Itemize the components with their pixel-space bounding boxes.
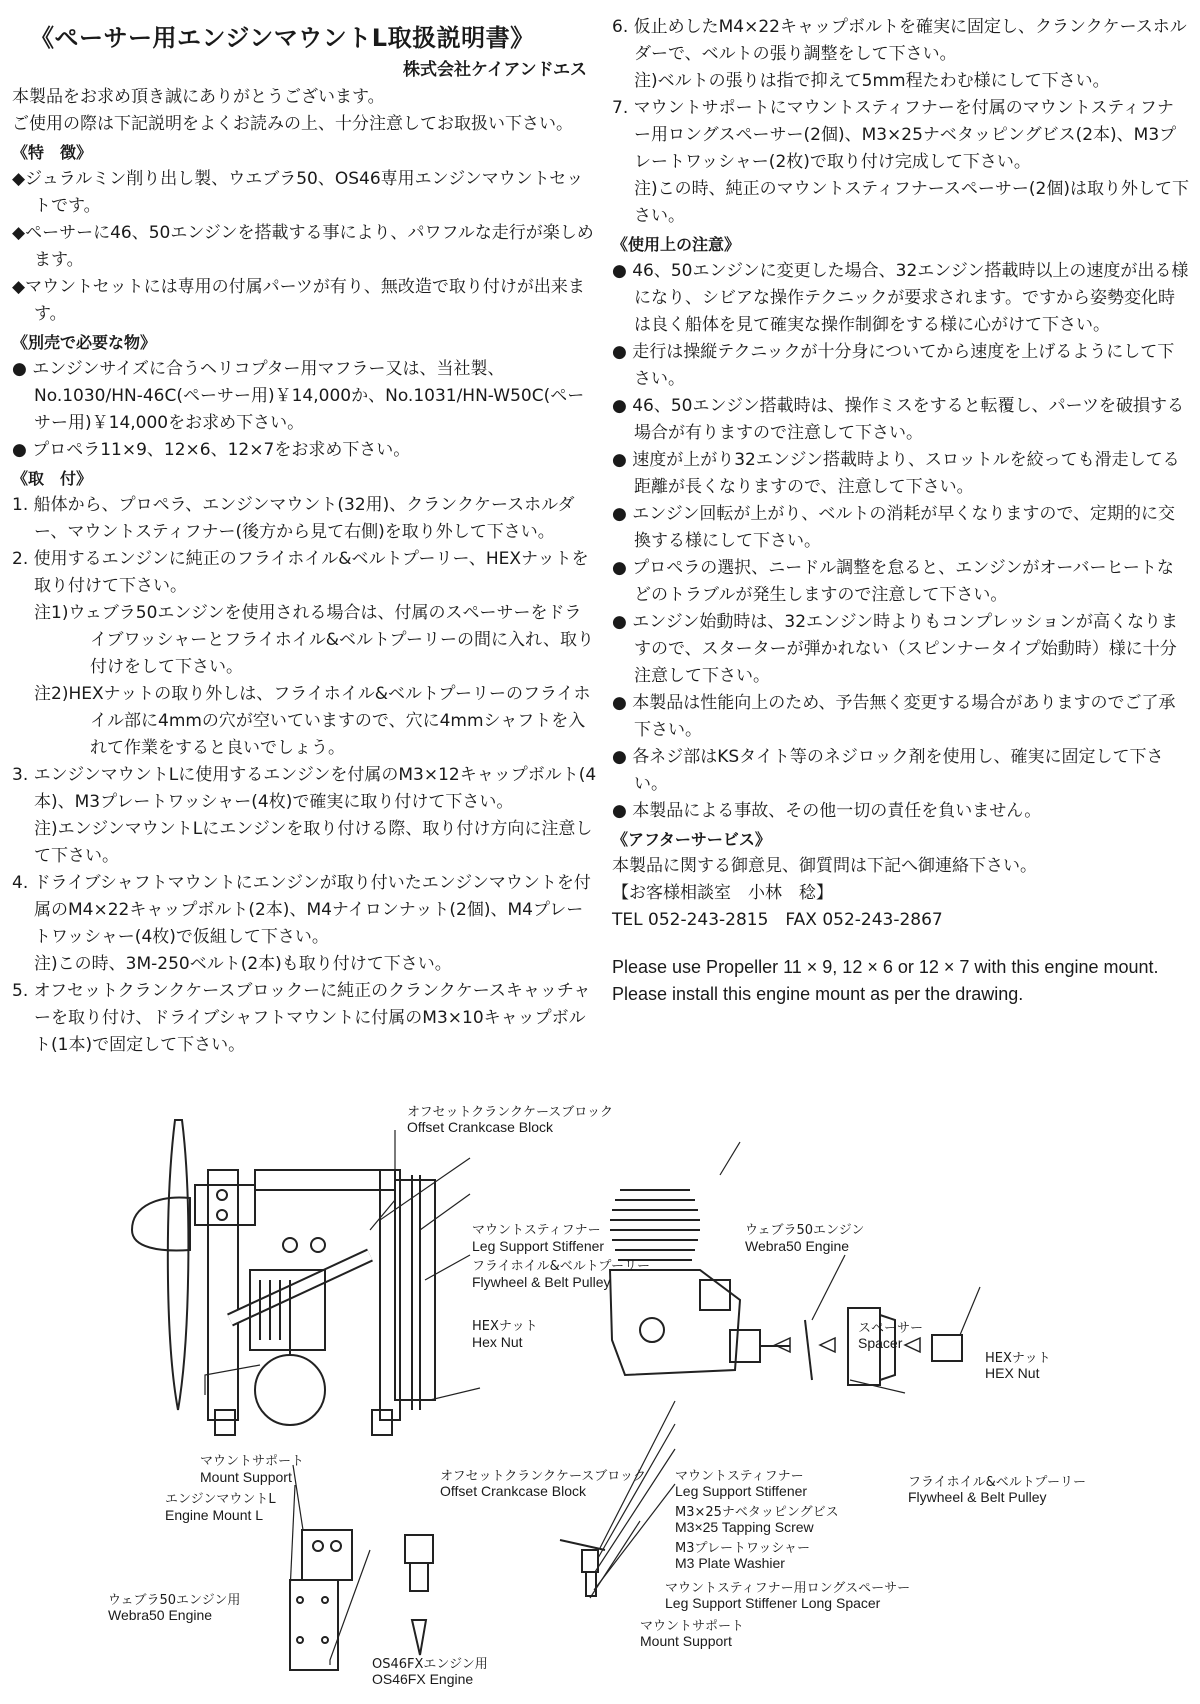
caution-item: ● 走行は操縦テクニックが十分身についてから速度を上げるようにして下さい。 bbox=[612, 342, 1175, 389]
label-hexnut-jp: HEXナット bbox=[472, 1319, 538, 1334]
left-column bbox=[12, 14, 597, 1059]
label-hexnut2-en: HEX Nut bbox=[985, 1365, 1040, 1381]
label-hexnut-en: Hex Nut bbox=[472, 1334, 523, 1350]
label-mount-support2-jp: マウントサポート bbox=[640, 1619, 745, 1634]
company-name: 株式会社ケイアンドエス bbox=[403, 60, 587, 80]
after-service-contact: 【お客様相談室 小林 稔】 bbox=[612, 883, 833, 903]
feature-item: ◆ペーサーに46、50エンジンを搭載する事により、パワフルな走行が楽しめます。 bbox=[12, 223, 594, 270]
mount-frame-drawing bbox=[195, 1170, 435, 1435]
required-heading: 《別売で必要な物》 bbox=[12, 333, 157, 352]
label-stiffener2-en: Leg Support Stiffener bbox=[675, 1483, 808, 1499]
label-offset-block2-en: Offset Crankcase Block bbox=[440, 1483, 587, 1499]
install-step-2-note-1: 注1)ウェブラ50エンジンを使用される場合は、付属のスペーサーをドライブワッシャーとフライホイル&ベルトプーリーの間に入れ、取り付けをして下さい。 bbox=[34, 603, 595, 677]
english-note-2: Please install this engine mount as per the drawing. bbox=[612, 984, 1024, 1004]
label-stiffener-jp: マウントスティフナー bbox=[472, 1223, 601, 1238]
label-spacer-jp: スペーサー bbox=[858, 1321, 924, 1336]
label-stiffener-en: Leg Support Stiffener bbox=[472, 1238, 605, 1254]
install-step-3: 3. エンジンマウントLに使用するエンジンを付属のM3×12キャップボルト(4本)、M3プレートワッシャー(4枚)で確実に取り付けて下さい。 bbox=[12, 765, 597, 812]
label-hexnut2-jp: HEXナット bbox=[985, 1351, 1051, 1366]
install-step-4-note: 注)この時、3M-250ベルト(2本)も取り付けて下さい。 bbox=[34, 954, 452, 974]
engine-mount-l-drawing bbox=[290, 1530, 352, 1670]
webra-engine-drawing bbox=[610, 1190, 962, 1385]
install-step-7: 7. マウントサポートにマウントスティフナーを付属のマウントスティフナー用ロングスペーサー(2個)、M3×25ナベタッピングビス(2本)、M3プレートワッシャー(2枚)で取り付け完成して下さい。 bbox=[612, 98, 1177, 172]
label-os-mount-en: OS46FX Engine bbox=[372, 1671, 474, 1687]
caution-item: ● エンジン回転が上がり、ベルトの消耗が早くなりますので、定期的に交換する様にして下さい。 bbox=[612, 504, 1176, 551]
required-item: ● エンジンサイズに合うヘリコプター用マフラー又は、当社製、No.1030/HN-46C(ペーサー用)￥14,000か、No.1031/HN-W50C(ペーサー用)￥14,000をお求め下さい。 bbox=[12, 359, 585, 433]
label-mount-support-jp: マウントサポート bbox=[200, 1454, 305, 1469]
label-tapping-jp: M3×25ナベタッピングビス bbox=[675, 1505, 839, 1520]
feature-item: ◆ジュラルミン削り出し製、ウエブラ50、OS46専用エンジンマウントセットです。 bbox=[12, 169, 584, 216]
features-heading: 《特 徴》 bbox=[12, 143, 93, 162]
assembly-diagram bbox=[0, 1080, 1200, 1704]
label-webra-jp: ウェブラ50エンジン bbox=[745, 1223, 865, 1238]
install-step-7-note: 注)この時、純正のマウントスティフナースペーサー(2個)は取り外して下さい。 bbox=[634, 179, 1189, 226]
label-webra-mount-en: Webra50 Engine bbox=[108, 1607, 213, 1623]
caution-heading: 《使用上の注意》 bbox=[612, 235, 741, 254]
caution-item: ● 46、50エンジン搭載時は、操作ミスをすると転覆し、パーツを破損する場合が有りますので注意して下さい。 bbox=[612, 396, 1184, 443]
caution-item: ● 本製品による事故、その他一切の責任を負いません。 bbox=[612, 801, 1042, 821]
caution-item: ● エンジン始動時は、32エンジン時よりもコンプレッションが高くなりますので、スターターが弾かれない（スピンナータイプ始動時）様に十分注意して下さい。 bbox=[612, 612, 1178, 686]
required-item: ● プロペラ11×9、12×6、12×7をお求め下さい。 bbox=[12, 440, 411, 460]
feature-item: ◆マウントセットには専用の付属パーツが有り、無改造で取り付けが出来ます。 bbox=[12, 277, 585, 324]
label-flywheel2-en: Flywheel & Belt Pulley bbox=[908, 1489, 1047, 1505]
label-flywheel2-jp: フライホイル&ベルトプーリー bbox=[908, 1475, 1086, 1490]
after-service-heading: 《アフターサービス》 bbox=[612, 830, 771, 849]
offset-block-drawing bbox=[405, 1535, 433, 1655]
right-column bbox=[612, 14, 1190, 1008]
label-tapping-en: M3×25 Tapping Screw bbox=[675, 1519, 814, 1535]
caution-item: ● 速度が上がり32エンジン搭載時より、スロットルを絞っても滑走してる距離が長くなりますので、注意して下さい。 bbox=[612, 450, 1180, 497]
install-heading: 《取 付》 bbox=[12, 469, 93, 488]
propeller-drawing bbox=[132, 1120, 190, 1410]
install-step-1: 1. 船体から、プロペラ、エンジンマウント(32用)、クランクケースホルダー、マウントスティフナー(後方から見て右側)を取り外して下さい。 bbox=[12, 495, 575, 542]
caution-item: ● 46、50エンジンに変更した場合、32エンジン搭載時以上の速度が出る様になり、シビアな操作テクニックが要求されます。ですから姿勢変化時は良く船体を見て確実な操作制御をする様に心がけて下さい。 bbox=[612, 261, 1189, 335]
install-step-3-note: 注)エンジンマウントLにエンジンを取り付ける際、取り付け方向に注意して下さい。 bbox=[34, 819, 593, 866]
install-step-2-note-2: 注2)HEXナットの取り外しは、フライホイル&ベルトプーリーのフライホイル部に4mmの穴が空いていますので、穴に4mmシャフトを入れて作業をすると良いでしょう。 bbox=[34, 684, 591, 758]
document-title: 《ペーサー用エンジンマウントL取扱説明書》 bbox=[30, 24, 535, 52]
label-webra-mount-jp: ウェブラ50エンジン用 bbox=[108, 1593, 241, 1608]
caution-item: ● 各ネジ部はKSタイト等のネジロック剤を使用し、確実に固定して下さい。 bbox=[612, 747, 1164, 794]
label-flywheel-en: Flywheel & Belt Pulley bbox=[472, 1274, 611, 1290]
after-service-phone: TEL 052-243-2815 FAX 052-243-2867 bbox=[612, 910, 943, 930]
label-long-spacer-jp: マウントスティフナー用ロングスペーサー bbox=[665, 1581, 911, 1596]
install-step-6: 6. 仮止めしたM4×22キャップボルトを確実に固定し、クランクケースホルダーで、ベルトの張り調整をして下さい。 bbox=[612, 17, 1187, 64]
label-offset-block-en: Offset Crankcase Block bbox=[407, 1119, 554, 1135]
label-os-mount-jp: OS46FXエンジン用 bbox=[372, 1657, 488, 1672]
label-webra-en: Webra50 Engine bbox=[745, 1238, 850, 1254]
install-step-6-note: 注)ベルトの張りは指で抑えて5mm程たわむ様にして下さい。 bbox=[634, 71, 1110, 91]
label-stiffener2-jp: マウントスティフナー bbox=[675, 1469, 804, 1484]
english-note-1: Please use Propeller 11 × 9, 12 × 6 or 12 × 7 with this engine mount. bbox=[612, 957, 1159, 977]
label-flywheel-jp: フライホイル&ベルトプーリー bbox=[472, 1259, 650, 1274]
caution-item: ● 本製品は性能向上のため、予告無く変更する場合がありますのでご了承下さい。 bbox=[612, 693, 1176, 740]
label-engine-mount-en: Engine Mount L bbox=[165, 1507, 264, 1523]
label-washer-en: M3 Plate Washier bbox=[675, 1555, 785, 1571]
label-long-spacer-en: Leg Support Stiffener Long Spacer bbox=[665, 1595, 881, 1611]
label-engine-mount-jp: エンジンマウントL bbox=[165, 1492, 276, 1507]
label-offset-block-jp: オフセットクランクケースブロック bbox=[407, 1105, 614, 1120]
install-step-4: 4. ドライブシャフトマウントにエンジンが取り付いたエンジンマウントを付属のM4×22キャップボルト(2本)、M4ナイロンナット(2個)、M4プレートワッシャー(4枚)で仮組して下さい。 bbox=[12, 873, 591, 947]
intro-line-2: ご使用の際は下記説明をよくお読みの上、十分注意してお取扱い下さい。 bbox=[12, 114, 573, 134]
install-step-2: 2. 使用するエンジンに純正のフライホイル&ベルトプーリー、HEXナットを取り付けて下さい。 bbox=[12, 549, 589, 596]
label-offset-block2-jp: オフセットクランクケースブロック bbox=[440, 1469, 647, 1484]
caution-item: ● プロペラの選択、ニードル調整を怠ると、エンジンがオーバーヒートなどのトラブルが発生しますので注意して下さい。 bbox=[612, 558, 1174, 605]
install-step-5: 5. オフセットクランクケースブロックーに純正のクランクケースキャッチャーを取り付け、ドライブシャフトマウントに付属のM3×10キャップボルト(1本)で固定して下さい。 bbox=[12, 981, 591, 1055]
label-washer-jp: M3プレートワッシャー bbox=[675, 1541, 811, 1556]
label-mount-support2-en: Mount Support bbox=[640, 1633, 732, 1649]
after-service-text: 本製品に関する御意見、御質問は下記へ御連絡下さい。 bbox=[612, 856, 1037, 876]
label-mount-support-en: Mount Support bbox=[200, 1469, 292, 1485]
label-spacer-en: Spacer bbox=[858, 1335, 903, 1351]
intro-line-1: 本製品をお求め頂き誠にありがとうございます。 bbox=[12, 87, 385, 107]
